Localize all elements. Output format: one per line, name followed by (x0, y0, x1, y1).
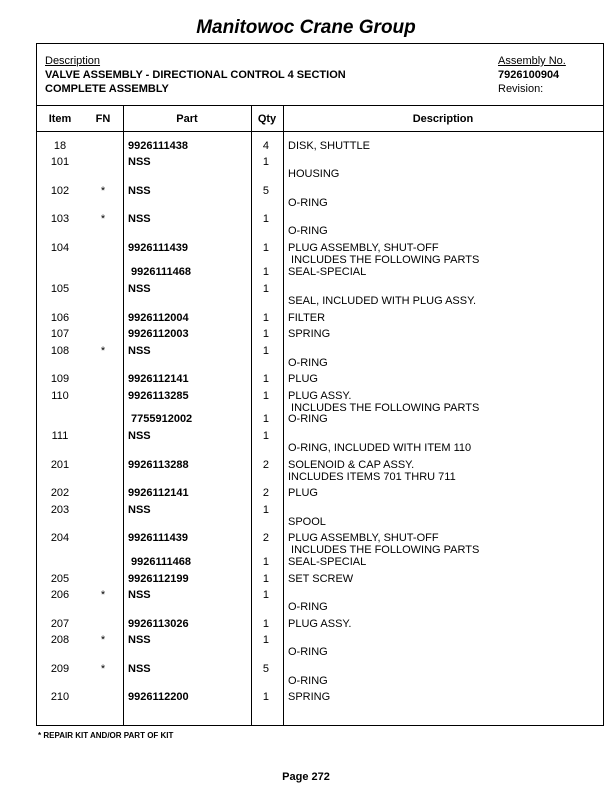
item-number: 208 (50, 634, 70, 646)
part-description: O-RING (288, 357, 328, 369)
assembly-header (37, 44, 603, 106)
page-number: Page 272 (282, 771, 330, 783)
quantity: 2 (262, 487, 269, 499)
part-number: 9926112141 (128, 487, 189, 499)
part-number: 9926112141 (128, 373, 189, 385)
item-number: 108 (50, 345, 70, 357)
part-number: 7755912002 (131, 413, 193, 425)
part-number: NSS (128, 213, 151, 225)
quantity: 5 (262, 185, 269, 197)
part-description: SPRING (288, 691, 331, 703)
table-row (37, 266, 603, 283)
item-number: 109 (50, 373, 70, 385)
table-row (37, 618, 603, 634)
part-description: SEAL-SPECIAL (288, 556, 367, 568)
item-number: 202 (50, 487, 70, 499)
part-number: 9926111439 (128, 242, 188, 254)
table-row (37, 283, 603, 312)
item-number: 105 (50, 283, 70, 295)
part-description: O-RING (288, 601, 328, 613)
description-label: Description (45, 55, 101, 67)
quantity: 1 (262, 328, 269, 340)
table-row (37, 430, 603, 459)
part-description: SOLENOID & CAP ASSY. (288, 459, 415, 471)
quantity: 1 (262, 589, 269, 601)
item-number: 103 (50, 213, 70, 225)
table-row (37, 663, 603, 691)
column-header-item: Item (48, 113, 72, 125)
part-description: PLUG ASSY. (288, 618, 352, 630)
item-number: 101 (50, 156, 70, 168)
item-number: 102 (50, 185, 70, 197)
revision-label: Revision: (498, 83, 544, 95)
part-description: PLUG ASSEMBLY, SHUT-OFF (288, 532, 439, 544)
quantity: 4 (262, 140, 269, 152)
table-row (37, 242, 603, 266)
quantity: 1 (262, 618, 269, 630)
quantity: 1 (262, 213, 269, 225)
quantity: 1 (262, 242, 269, 254)
quantity: 1 (262, 430, 269, 442)
quantity: 1 (262, 556, 269, 568)
quantity: 1 (262, 266, 269, 278)
part-description: SPRING (288, 328, 331, 340)
column-header-row (37, 106, 603, 132)
fn-marker: * (100, 663, 106, 675)
part-number: 9926113285 (128, 390, 189, 402)
part-number: NSS (128, 663, 151, 675)
part-number: 9926111438 (128, 140, 188, 152)
assembly-number-block (498, 54, 566, 96)
quantity: 1 (262, 573, 269, 585)
part-description: O-RING (288, 413, 328, 425)
table-row (37, 345, 603, 373)
quantity: 1 (262, 413, 269, 425)
part-number: 9926113026 (128, 618, 189, 630)
part-number: NSS (128, 504, 151, 516)
table-row (37, 532, 603, 556)
part-description: INCLUDES THE FOLLOWING PARTS (288, 254, 480, 266)
quantity: 1 (262, 283, 269, 295)
item-number: 107 (50, 328, 70, 340)
fn-marker: * (100, 185, 106, 197)
item-number: 110 (51, 390, 69, 402)
quantity: 2 (262, 532, 269, 544)
item-number: 204 (50, 532, 70, 544)
table-row (37, 589, 603, 618)
fn-marker: * (100, 345, 106, 357)
part-description: FILTER (288, 312, 326, 324)
quantity: 1 (262, 390, 269, 402)
quantity: 1 (262, 156, 269, 168)
assembly-description-block (45, 54, 346, 96)
quantity: 1 (262, 634, 269, 646)
part-number: 9926112004 (128, 312, 189, 324)
quantity: 1 (262, 373, 269, 385)
table-row (37, 487, 603, 504)
part-number: 9926111468 (131, 266, 191, 278)
quantity: 2 (262, 459, 269, 471)
quantity: 1 (262, 312, 269, 324)
part-description: DISK, SHUTTLE (288, 140, 370, 152)
table-row (37, 390, 603, 413)
table-row (37, 459, 603, 487)
item-number: 106 (50, 312, 70, 324)
part-number: NSS (128, 283, 151, 295)
part-description: PLUG (288, 373, 318, 385)
part-description: INCLUDES THE FOLLOWING PARTS (288, 402, 480, 414)
part-description: INCLUDES ITEMS 701 THRU 711 (288, 471, 456, 483)
part-description: PLUG ASSEMBLY, SHUT-OFF (288, 242, 439, 254)
table-row (37, 556, 603, 573)
table-row (37, 413, 603, 430)
table-row (37, 504, 603, 532)
part-number: 9926112199 (128, 573, 189, 585)
item-number: 111 (51, 430, 69, 442)
item-number: 201 (50, 459, 70, 471)
part-description: O-RING (288, 675, 328, 687)
item-number: 104 (50, 242, 70, 254)
item-number: 18 (53, 140, 67, 152)
item-number: 205 (50, 573, 70, 585)
assembly-number: 7926100904 (498, 69, 560, 81)
table-row (37, 691, 603, 707)
fn-marker: * (100, 589, 106, 601)
column-header-qty: Qty (257, 113, 277, 125)
table-row (37, 634, 603, 663)
part-description: SEAL, INCLUDED WITH PLUG ASSY. (288, 295, 477, 307)
part-description: O-RING, INCLUDED WITH ITEM 110 (288, 442, 472, 454)
item-number: 206 (50, 589, 70, 601)
part-number: 9926112200 (128, 691, 189, 703)
table-row (37, 213, 603, 242)
item-number: 210 (50, 691, 70, 703)
table-row (37, 140, 603, 156)
part-number: NSS (128, 430, 151, 442)
page-title: Manitowoc Crane Group (196, 17, 416, 38)
table-row (37, 156, 603, 185)
part-description: PLUG ASSY. (288, 390, 352, 402)
assembly-description-line1: VALVE ASSEMBLY - DIRECTIONAL CONTROL 4 SECTION (45, 69, 346, 81)
part-number: NSS (128, 185, 151, 197)
quantity: 1 (262, 345, 269, 357)
part-description: INCLUDES THE FOLLOWING PARTS (288, 544, 480, 556)
quantity: 5 (262, 663, 269, 675)
fn-marker: * (100, 213, 106, 225)
item-number: 209 (50, 663, 70, 675)
part-number: NSS (128, 634, 151, 646)
part-description: SET SCREW (288, 573, 354, 585)
item-number: 207 (50, 618, 70, 630)
part-description: SPOOL (288, 516, 326, 528)
part-description: SEAL-SPECIAL (288, 266, 367, 278)
column-header-description: Description (412, 113, 474, 125)
part-number: 9926111468 (131, 556, 191, 568)
part-number: NSS (128, 589, 151, 601)
table-row (37, 312, 603, 328)
part-number: 9926111439 (128, 532, 188, 544)
table-row (37, 185, 603, 213)
parts-list-frame (36, 43, 604, 726)
part-number: NSS (128, 345, 151, 357)
fn-marker: * (100, 634, 106, 646)
part-description: O-RING (288, 225, 328, 237)
part-description: O-RING (288, 646, 328, 658)
item-number: 203 (50, 504, 70, 516)
footnote: * REPAIR KIT AND/OR PART OF KIT (38, 731, 174, 740)
part-number: 9926113288 (128, 459, 189, 471)
assembly-number-label: Assembly No. (498, 55, 566, 67)
table-row (37, 328, 603, 345)
quantity: 1 (262, 504, 269, 516)
quantity: 1 (262, 691, 269, 703)
part-number: 9926112003 (128, 328, 189, 340)
part-number: NSS (128, 156, 151, 168)
column-header-fn: FN (95, 113, 111, 125)
part-description: O-RING (288, 197, 328, 209)
part-description: PLUG (288, 487, 318, 499)
column-header-part: Part (176, 113, 198, 125)
table-row (37, 373, 603, 390)
assembly-description-line2: COMPLETE ASSEMBLY (45, 83, 169, 95)
table-row (37, 573, 603, 589)
part-description: HOUSING (288, 168, 340, 180)
